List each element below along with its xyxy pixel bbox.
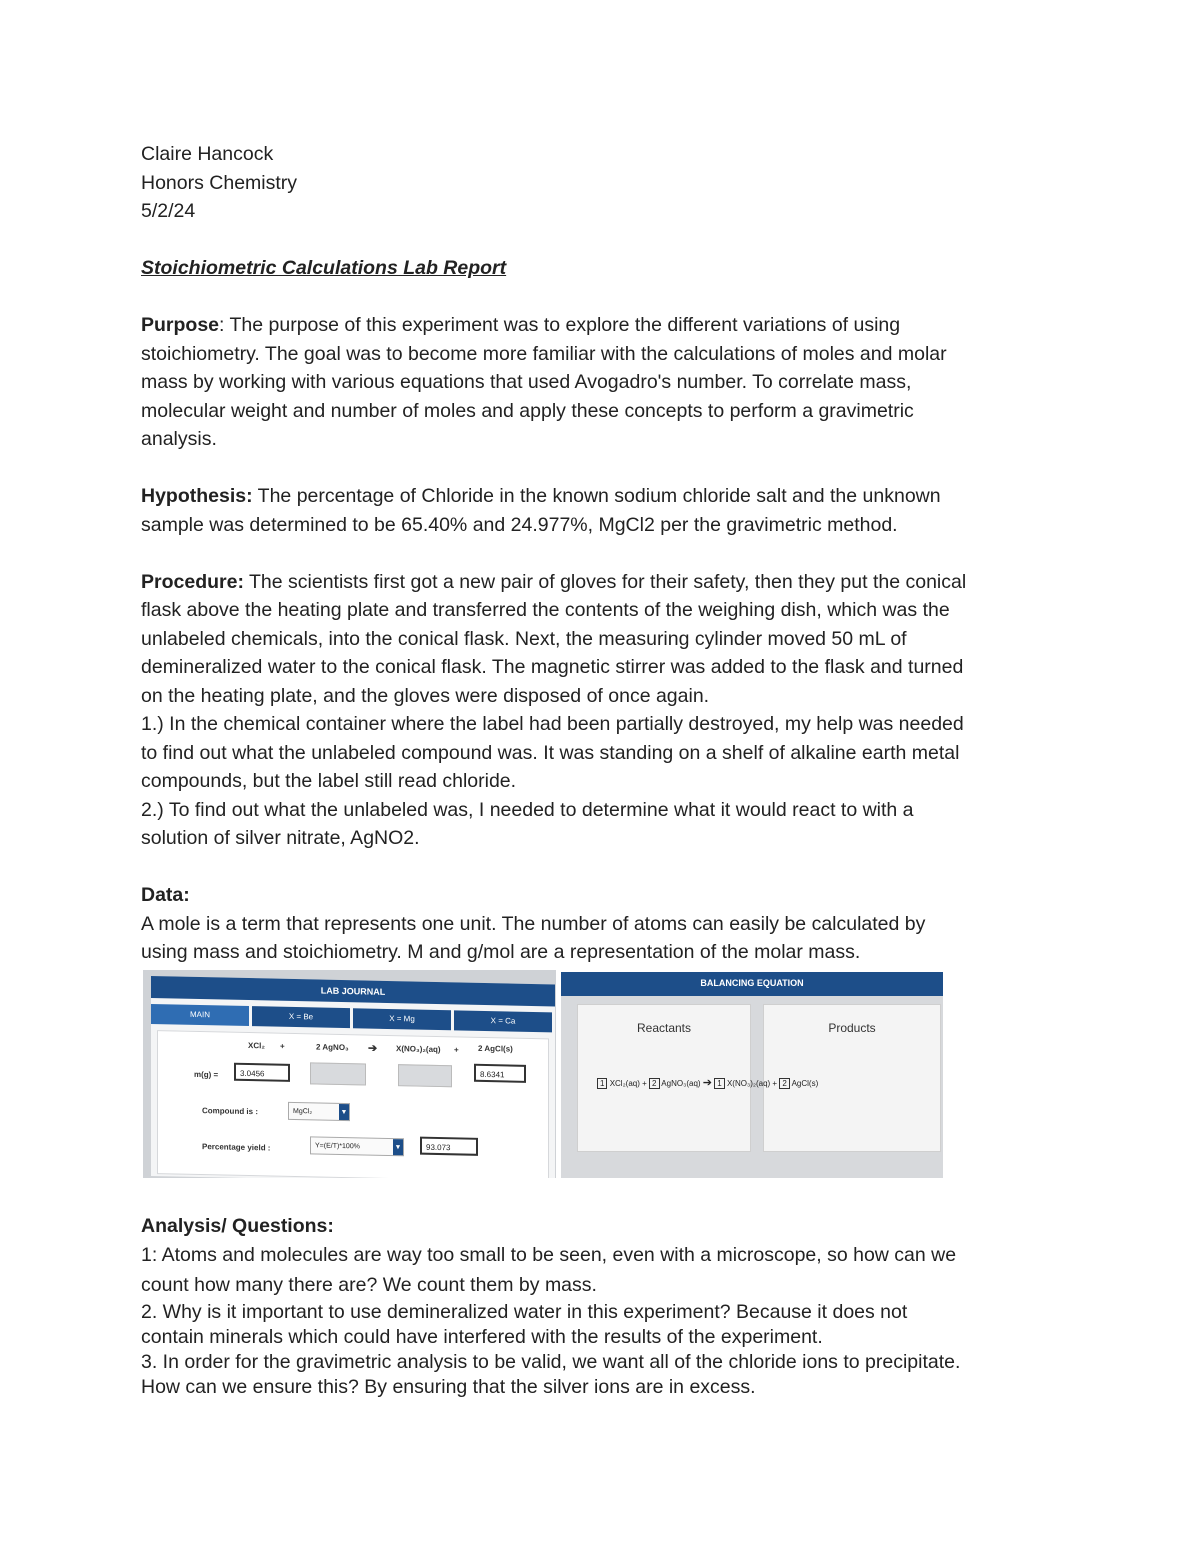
blank-field — [310, 1062, 366, 1085]
coefficient-2: 2 — [649, 1078, 659, 1089]
species-1: XCl₂(aq) + — [609, 1079, 647, 1088]
report-date: 5/2/24 — [141, 200, 196, 222]
coefficient-4: 2 — [779, 1078, 789, 1089]
chevron-down-icon: ▼ — [339, 1104, 349, 1120]
report-title: Stoichiometric Calculations Lab Report — [141, 257, 507, 279]
yield-label: Percentage yield : — [202, 1142, 271, 1153]
balancing-header: BALANCING EQUATION — [561, 972, 943, 996]
question-2: 2. Why is it important to use demineralized water in this experiment? Because it does not — [141, 1300, 908, 1323]
document-body — [141, 140, 1061, 967]
purpose-label: Purpose — [141, 314, 220, 336]
arrow-icon: ➔ — [702, 1077, 713, 1089]
answer-3: How can we ensure this? By ensuring that the silver ions are in excess. — [141, 1375, 756, 1398]
purpose-text: mass by working with various equations that used Avogadro's number. To correlate mass, — [141, 371, 912, 393]
product-mass-value: 8.6341 — [474, 1064, 526, 1083]
species-2: AgNO₃(aq) — [661, 1079, 701, 1088]
procedure-section — [141, 568, 1061, 853]
tab-mg: X = Mg — [353, 1008, 451, 1030]
product-2: 2 AgCl(s) — [478, 1043, 513, 1054]
lab-journal-screenshot — [143, 970, 556, 1178]
reactant-1: XCl₂ — [248, 1041, 265, 1051]
data-section — [141, 881, 1061, 967]
purpose-text: : The purpose of this experiment was to explore the different variations of using — [219, 314, 901, 336]
question-3: 3. In order for the gravimetric analysis to be valid, we want all of the chloride ions to precipitate. — [141, 1350, 961, 1373]
yield-value: 93.073 — [420, 1137, 478, 1156]
compound-label: Compound is : — [202, 1106, 258, 1117]
purpose-text: stoichiometry. The goal was to become more familiar with the calculations of moles and molar — [141, 342, 947, 365]
course-name: Honors Chemistry — [141, 171, 298, 194]
procedure-text: to find out what the unlabeled compound was. It was standing on a shelf of alkaline earth metal — [141, 741, 960, 764]
purpose-text: molecular weight and number of moles and apply these concepts to perform a gravimetric — [141, 399, 914, 422]
hypothesis-label: Hypothesis: — [141, 485, 253, 507]
species-4: AgCl(s) — [791, 1079, 819, 1088]
tab-main: MAIN — [151, 1004, 249, 1026]
procedure-text: solution of silver nitrate, AgNO2. — [141, 827, 420, 849]
mass-value: 3.0456 — [234, 1063, 290, 1082]
balancing-equation-screenshot — [561, 972, 943, 1178]
tab-ca: X = Ca — [454, 1010, 552, 1032]
procedure-text: compounds, but the label still read chloride. — [141, 770, 517, 792]
procedure-text: The scientists first got a new pair of gloves for their safety, then they put the conical — [243, 570, 967, 593]
lab-screenshots — [143, 970, 943, 1178]
analysis-label: Analysis/ Questions: — [141, 1215, 334, 1237]
analysis-section — [141, 1212, 1061, 1400]
procedure-text: on the heating plate, and the gloves were disposed of once again. — [141, 684, 710, 707]
question-1: 1: Atoms and molecules are way too small to be seen, even with a microscope, so how can we — [141, 1243, 957, 1266]
procedure-label: Procedure: — [141, 570, 244, 593]
lab-journal-body — [157, 1030, 549, 1178]
hypothesis-text: The percentage of Chloride in the known sodium chloride salt and the unknown — [252, 485, 941, 507]
coefficient-1: 1 — [597, 1078, 607, 1089]
reactants-label: Reactants — [636, 1021, 692, 1035]
mass-label: m(g) = — [194, 1069, 219, 1080]
yield-formula: Y=(E/T)*100% — [315, 1142, 360, 1151]
plus-sign: + — [280, 1041, 285, 1051]
reactant-2: 2 AgNO₃ — [316, 1042, 349, 1053]
data-label: Data: — [141, 884, 190, 906]
balanced-equation — [597, 1076, 818, 1089]
procedure-text: 1.) In the chemical container where the label had been partially destroyed, my help was needed — [141, 713, 964, 735]
hypothesis-text: sample was determined to be 65.40% and 24.977%, MgCl2 per the gravimetric method. — [141, 513, 898, 536]
plus-sign: + — [454, 1045, 459, 1055]
chevron-down-icon: ▼ — [393, 1139, 403, 1155]
blank-field — [398, 1064, 452, 1087]
procedure-text: flask above the heating plate and transferred the contents of the weighing dish, which was the — [141, 599, 950, 621]
answer-1: count how many there are? We count them by mass. — [141, 1274, 597, 1296]
author-name: Claire Hancock — [141, 143, 274, 165]
arrow-icon: ➔ — [368, 1042, 378, 1055]
lab-journal-header: LAB JOURNAL — [151, 976, 555, 1006]
procedure-text: demineralized water to the conical flask. The magnetic stirrer was added to the flask and turned — [141, 656, 964, 678]
compound-value: MgCl₂ — [293, 1107, 313, 1116]
yield-formula-dropdown — [310, 1136, 404, 1156]
purpose-text: analysis. — [141, 428, 217, 450]
data-text: A mole is a term that represents one unit. The number of atoms can easily be calculated by — [141, 912, 926, 935]
coefficient-3: 1 — [714, 1078, 724, 1089]
product-1: X(NO₃)₂(aq) — [396, 1044, 441, 1055]
purpose-section — [141, 311, 1061, 454]
species-3: X(NO₃)₂(aq) + — [726, 1079, 778, 1088]
data-text: using mass and stoichiometry. M and g/mol are a representation of the molar mass. — [141, 941, 861, 963]
procedure-text: 2.) To find out what the unlabeled was, I needed to determine what it would react to with a — [141, 798, 914, 821]
answer-2: contain minerals which could have interfered with the results of the experiment. — [141, 1325, 823, 1348]
compound-dropdown — [288, 1102, 350, 1121]
hypothesis-section — [141, 482, 1061, 539]
products-label: Products — [828, 1021, 876, 1035]
procedure-text: unlabeled chemicals, into the conical flask. Next, the measuring cylinder moved 50 mL of — [141, 627, 907, 650]
tab-be: X = Be — [252, 1006, 350, 1028]
